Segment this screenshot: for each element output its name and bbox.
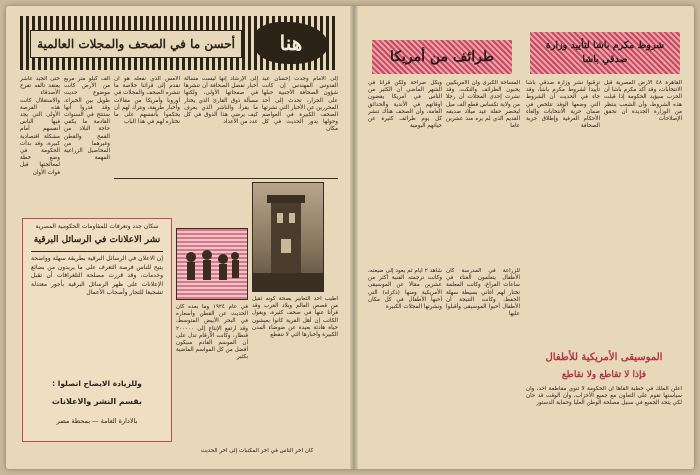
left-col-r4: ألف كيلو متر مربع من الأرض كانت موضوع حديث طويل بين الخبراء، وقد قدروا أنها ستنتج في السنوات القادمة ما يكفي حاجة البلاد من القمح والقطن وغيرهما من المحاصيل الزراعية المهمة: [64, 76, 110, 162]
right-banner-right-text: شروط مكرم باشا لتأييد وزارة صدقي باشا: [545, 40, 665, 65]
ad-foot2: بقسم النشر والاعلانات: [51, 397, 143, 406]
right-subhead-music: الموسيقى الأمريكية للأطفال: [545, 352, 663, 363]
right-banner-right: [530, 32, 680, 74]
right-col-r1: ترقبوا نشر وزارة صدقي باشا تأييدا لشروط مكرم باشا، وقد جاء في الحديث أن الشروط التي وضعها الوفد تتلخص في ضمان حرية الانتخابات وإلغاء الأحكام العرفية وإطلاق حرية الصحافة: [526, 80, 600, 130]
tower-photo: [252, 182, 324, 292]
left-banner-text-strip: [30, 30, 242, 58]
crowd-illustration: [177, 229, 247, 299]
ad-foot3: بالادارة العامة — بمحطة مصر: [56, 417, 138, 425]
crowd-photo: [176, 228, 248, 300]
left-col-r1: إلى الأمام وجدت إحسان عبد القدوس المهندس إن كانت شؤون الصحافة الأجنبية حبلها على الجرار، تحدث إلى أحد المحررين عن الأخبار التي نشرتها الصحف الكبيرة في العواصم وحولها يدور الحديث في كل مكان: [262, 76, 338, 133]
left-col-r5: حتى الجيد عاشر يعتقد تالفه تفرح الأصدقاء والاستقلال كانت هذه الفرصة الأولى التي يجد فيها الناس أنفسهم أمام مشكلة اقتصادية كبيرة، وقد بدأت الحكومة في وضع خطة لمعالجتها قبل فوات الأوان: [20, 76, 60, 176]
tower-illustration: [253, 183, 323, 291]
left-banner-title: أحسن ما في الصحف والمجلات العالمية: [37, 37, 235, 51]
right-col-l2: المساحة الكبرى وأن الأمريكيين يحبون الطرائف والنكت، وقد نشرت إحدى المجلات أن رجلا من ولاية تكساس قطع ألف ميل ليحضر حفلة عيد ميلاد صديقه القديم الذي لم يره منذ عشرين عاما: [446, 80, 520, 130]
telegram-ad-box: [22, 218, 172, 442]
left-top-rule: [114, 178, 338, 179]
right-col-l1: وبكل صراحة ولكن قرأنا في الشهر الماضي أن الكثير من الناس في أمريكا يقضون أوقاتهم في الأندية والحدائق العامة، وأن الصحف هناك تنشر كل يوم طرائف كثيرة عن حياتهم اليومية: [368, 80, 442, 130]
ad-title-rule: [31, 251, 163, 252]
left-lower-r: أطيب أحد التعابير بصحة كونه ثقيل من قصص العالم وبلاد الغرب وقد قرأنا عنها في صحف كثيرة، ويقول الكاتب إن أهل القرية كانوا يعيشون حياة هادئة بعيدة عن ضوضاء المدن الكبيرة وأخبارها التي لا تنقطع: [252, 296, 338, 339]
left-banner-tag: [254, 22, 328, 64]
ad-head: سكان جدد وتعرفات للمقاومات الحكومية المصرية: [35, 223, 159, 230]
right-banner-left-text: طرائف من أمريكا: [389, 49, 495, 65]
left-banner-tag-text: هنا: [279, 31, 303, 55]
right-col-r2: القاهرة ٤٨ الأرض المصرية قبل الانتخابات، وقد أكد مكرم باشا أن الحزب سيؤيد الحكومة إذا قبلت هذه الشروط، وأن الشعب ينتظر من الوزارة الجديدة أن تحقق الإصلاحات: [604, 80, 682, 123]
right-page: [358, 6, 694, 469]
spine-fold: [350, 6, 358, 469]
ad-title: نشر الاعلانات في الرسائل البرقية: [33, 235, 161, 245]
magazine-spread: [6, 6, 694, 469]
left-col-r3: الأمس الذي نفعله هو أن نقدم إلى قرائنا خلاصة ما تنشره الصحف والمجلات في أوروبا وأمريكا من مقالات وأخبار طريفة، ونترك لهم أن يحكموا بأنفسهم على ما نختاره لهم في هذا الباب: [114, 76, 180, 126]
right-col-l4: للزراعة في المدرسة كان الأطفال يتعلمون الغناء في ساعات الفراغ، وكانت المعلمة تختار لهم أغاني بسيطة سهلة الحفظ، وكانت النتيجة أن الأطفال أحبوا الموسيقى وأقبلوا عليها: [446, 268, 520, 318]
right-subhead-boycott: فإذا لا تقاطع ولا نقاطع: [561, 370, 647, 380]
ad-body: إن الاعلان في الرسائل البرقية بطريقة سهلة وواضحة يتيح للناس فرصة التعرف على ما يريدون من بضائع وخدمات، وقد قررت مصلحة التلغرافات أن تقبل الإعلانات على ظهر الرسائل البرقية بأجور معتدلة تشجيعا للتجار وأصحاب الأعمال: [31, 255, 163, 297]
left-col-r2: إلى الإرشاد إنها ليست مسألة أخبار تفضل الصحافة أن تنشرها في صفحاتها الأولى، ولكنها مسألة ذوق القارئ الذي يختار ما يقرأ، والناشر الذي يعرف كيف يرضي هذا الذوق في كل عدد من الأعداد: [184, 76, 258, 126]
right-col-l3: شاهد ٢ أيام ثم يعود إلى ضيعته، وكانت ترجمته الفنية أكثر من عشرين مقالا عن الموسيقى الأمريكية ومنها (ذكراه) التي أحبها الأطفال في كل مكان ونشرتها المجلات الكبيرة: [368, 268, 442, 311]
left-lower-bottom: كان آخر الناس في آخر المكتبات إلى آخر الحديث: [200, 448, 314, 454]
left-banner: [20, 16, 336, 70]
right-banner-left: [372, 40, 512, 74]
left-lower-m: في عام ١٩٢٤ وما بعده كان الحديث عن القطن وأسعاره في البحر الأبيض المتوسط، وقد ارتفع الإنتاج إلى ٢٠٠٠٠٠ قنطار، وكانت الأرقام تدل على أن الموسم القادم سيكون أفضل من كل المواسم الماضية بكثير: [176, 304, 248, 361]
ad-foot1: وللزيادة الايضاح اتصلوا :: [52, 379, 142, 388]
right-col-r3: أعلن الملك في خطبة ألقاها أن الحكومة لا تنوي مقاطعة أحد، وأن سياستها تقوم على التعاون مع جميع الأحزاب، وأن الوقت قد حان لكي يتحد الجميع في سبيل مصلحة الوطن العليا وحماية الدستور: [526, 386, 682, 407]
left-page: [6, 6, 350, 469]
